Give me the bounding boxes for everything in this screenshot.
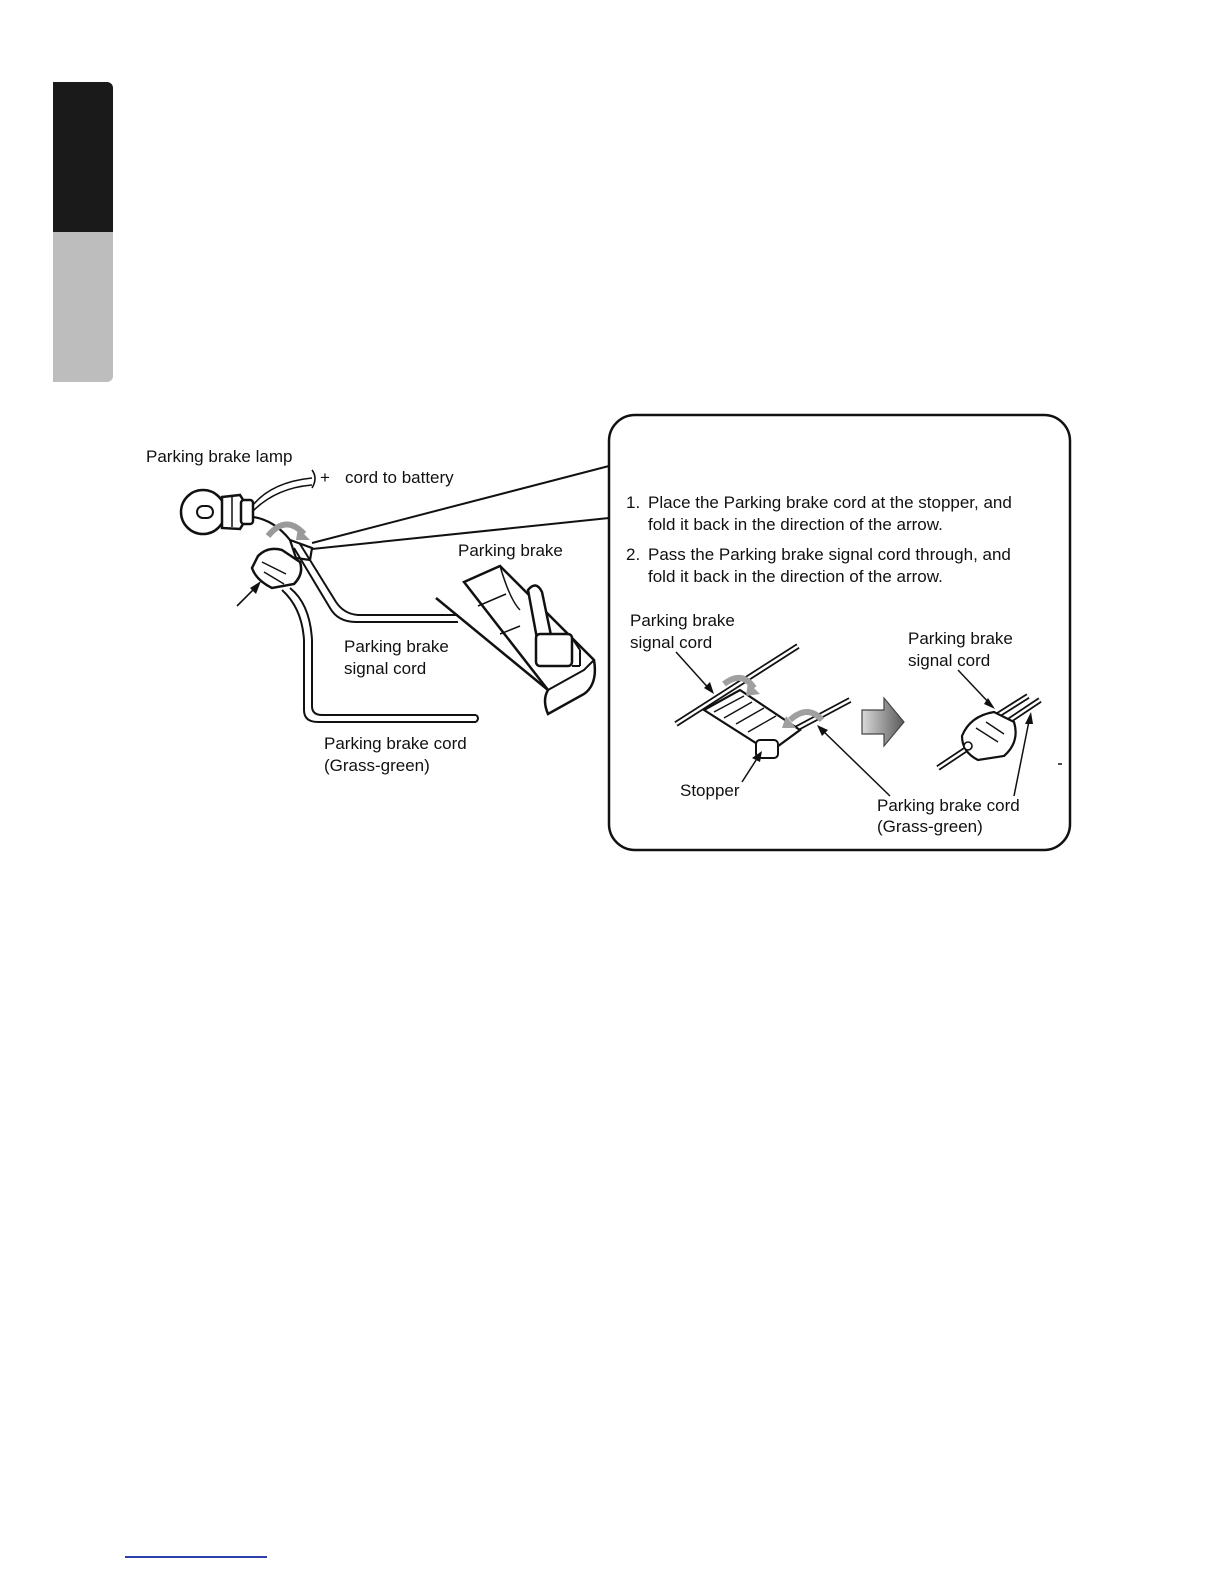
label-parking-brake-lamp: Parking brake lamp [146, 447, 293, 466]
label-signal-cord-left-line1: Parking brake [344, 637, 449, 656]
parking-brake-icon [436, 566, 595, 714]
label-signal-cord-b-line1: Parking brake [908, 629, 1013, 648]
step-text-line2: fold it back in the direction of the arrow. [648, 515, 943, 534]
label-cord-to-battery: cord to battery [345, 468, 454, 487]
label-stopper: Stopper [680, 781, 740, 800]
step-text-line1: Place the Parking brake cord at the stopper, and [648, 493, 1012, 512]
label-signal-cord-a-line2: signal cord [630, 633, 713, 652]
footer-rule [125, 1556, 267, 1558]
callout-step-2 [626, 544, 1011, 588]
label-signal-cord-left-line2: signal cord [344, 659, 427, 678]
step-number: 1. [626, 493, 641, 512]
label-signal-cord-b-line2: signal cord [908, 651, 991, 670]
step-text-line1: Pass the Parking brake signal cord through, and [648, 545, 1011, 564]
label-plus-sign: + [320, 468, 330, 487]
label-signal-cord-a-line1: Parking brake [630, 611, 735, 630]
callout-step-1 [626, 492, 1012, 536]
label-brake-cord-left-line2: (Grass-green) [324, 756, 430, 775]
parking-brake-lamp-icon [181, 490, 253, 534]
label-brake-cord-left-line1: Parking brake cord [324, 734, 467, 753]
step-number: 2. [626, 545, 641, 564]
label-brake-cord-right-line1: Parking brake cord [877, 796, 1020, 815]
label-brake-cord-right-line2: (Grass-green) [877, 817, 983, 836]
label-parking-brake: Parking brake [458, 541, 563, 560]
step-text-line2: fold it back in the direction of the arrow. [648, 567, 943, 586]
